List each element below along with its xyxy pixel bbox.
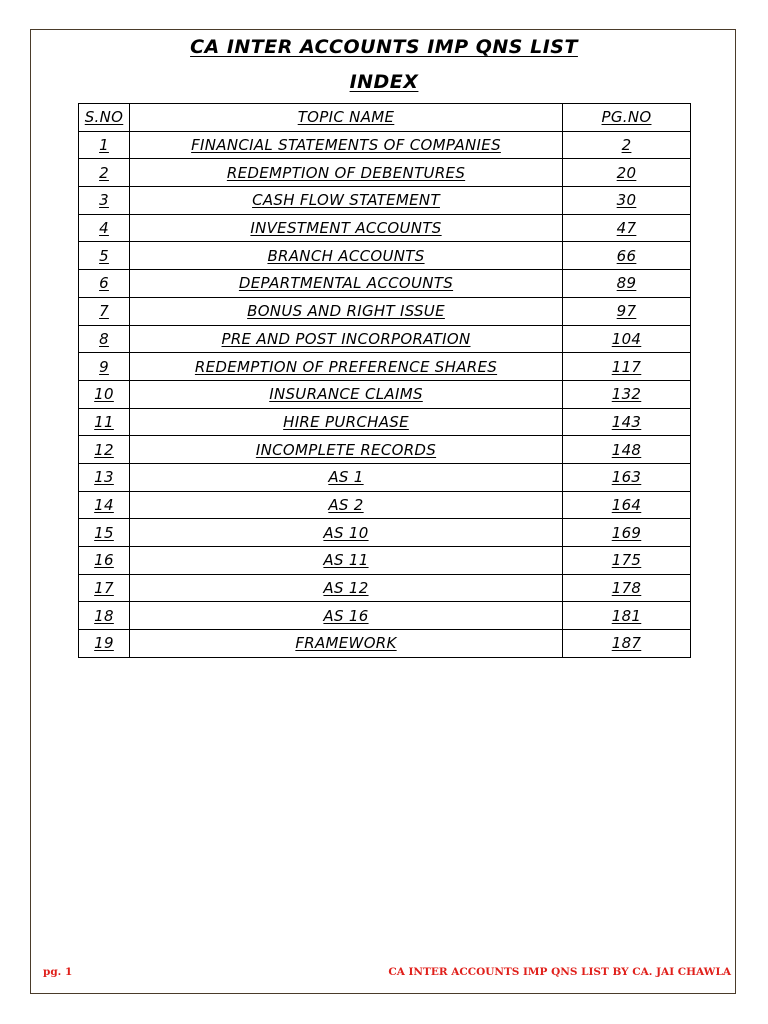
document-title: CA INTER ACCOUNTS IMP QNS LIST: [190, 36, 578, 58]
row-topic: AS 11: [130, 547, 563, 575]
header-sno: S.NO: [79, 104, 130, 132]
table-row: [79, 242, 691, 270]
row-sno: 4: [79, 214, 130, 242]
table-row: [79, 159, 691, 187]
row-sno: 14: [79, 491, 130, 519]
row-page: 47: [563, 214, 691, 242]
row-page: 89: [563, 270, 691, 298]
table-row: [79, 519, 691, 547]
table-row: [79, 270, 691, 298]
row-page: 175: [563, 547, 691, 575]
row-page: 97: [563, 297, 691, 325]
table-row: [79, 630, 691, 658]
table-row: [79, 491, 691, 519]
table-row: [79, 353, 691, 381]
row-sno: 19: [79, 630, 130, 658]
table-row: [79, 408, 691, 436]
row-page: 148: [563, 436, 691, 464]
row-topic: INSURANCE CLAIMS: [130, 380, 563, 408]
row-topic: AS 12: [130, 574, 563, 602]
row-page: 187: [563, 630, 691, 658]
table-row: [79, 463, 691, 491]
row-topic: DEPARTMENTAL ACCOUNTS: [130, 270, 563, 298]
table-row: [79, 187, 691, 215]
footer-credit: CA INTER ACCOUNTS IMP QNS LIST BY CA. JAI CHAWLA: [388, 966, 731, 978]
row-topic: INCOMPLETE RECORDS: [130, 436, 563, 464]
row-topic: FINANCIAL STATEMENTS OF COMPANIES: [130, 131, 563, 159]
row-page: 30: [563, 187, 691, 215]
row-sno: 16: [79, 547, 130, 575]
row-sno: 18: [79, 602, 130, 630]
row-page: 132: [563, 380, 691, 408]
row-topic: AS 10: [130, 519, 563, 547]
row-sno: 6: [79, 270, 130, 298]
table-row: [79, 325, 691, 353]
row-sno: 7: [79, 297, 130, 325]
row-page: 20: [563, 159, 691, 187]
row-topic: INVESTMENT ACCOUNTS: [130, 214, 563, 242]
header-topic: TOPIC NAME: [130, 104, 563, 132]
row-sno: 3: [79, 187, 130, 215]
row-topic: FRAMEWORK: [130, 630, 563, 658]
row-sno: 9: [79, 353, 130, 381]
row-page: 163: [563, 463, 691, 491]
row-topic: CASH FLOW STATEMENT: [130, 187, 563, 215]
row-sno: 12: [79, 436, 130, 464]
row-topic: REDEMPTION OF DEBENTURES: [130, 159, 563, 187]
row-sno: 17: [79, 574, 130, 602]
row-sno: 8: [79, 325, 130, 353]
table-header-row: [79, 104, 691, 132]
row-page: 117: [563, 353, 691, 381]
table-row: [79, 547, 691, 575]
row-sno: 10: [79, 380, 130, 408]
row-sno: 2: [79, 159, 130, 187]
document-subtitle: INDEX: [349, 71, 419, 93]
table-row: [79, 574, 691, 602]
row-page: 143: [563, 408, 691, 436]
table-row: [79, 436, 691, 464]
row-topic: PRE AND POST INCORPORATION: [130, 325, 563, 353]
row-sno: 15: [79, 519, 130, 547]
row-topic: AS 1: [130, 463, 563, 491]
row-sno: 11: [79, 408, 130, 436]
row-page: 164: [563, 491, 691, 519]
table-row: [79, 131, 691, 159]
row-topic: BRANCH ACCOUNTS: [130, 242, 563, 270]
footer-page-label: pg. 1: [43, 966, 73, 978]
row-sno: 5: [79, 242, 130, 270]
row-topic: REDEMPTION OF PREFERENCE SHARES: [130, 353, 563, 381]
row-topic: HIRE PURCHASE: [130, 408, 563, 436]
header-page: PG.NO: [563, 104, 691, 132]
row-sno: 13: [79, 463, 130, 491]
row-topic: AS 16: [130, 602, 563, 630]
row-topic: BONUS AND RIGHT ISSUE: [130, 297, 563, 325]
table-row: [79, 297, 691, 325]
row-page: 66: [563, 242, 691, 270]
table-row: [79, 602, 691, 630]
table-row: [79, 214, 691, 242]
row-page: 169: [563, 519, 691, 547]
row-topic: AS 2: [130, 491, 563, 519]
row-page: 104: [563, 325, 691, 353]
index-table: [78, 103, 691, 658]
row-page: 181: [563, 602, 691, 630]
row-page: 178: [563, 574, 691, 602]
row-sno: 1: [79, 131, 130, 159]
row-page: 2: [563, 131, 691, 159]
table-row: [79, 380, 691, 408]
